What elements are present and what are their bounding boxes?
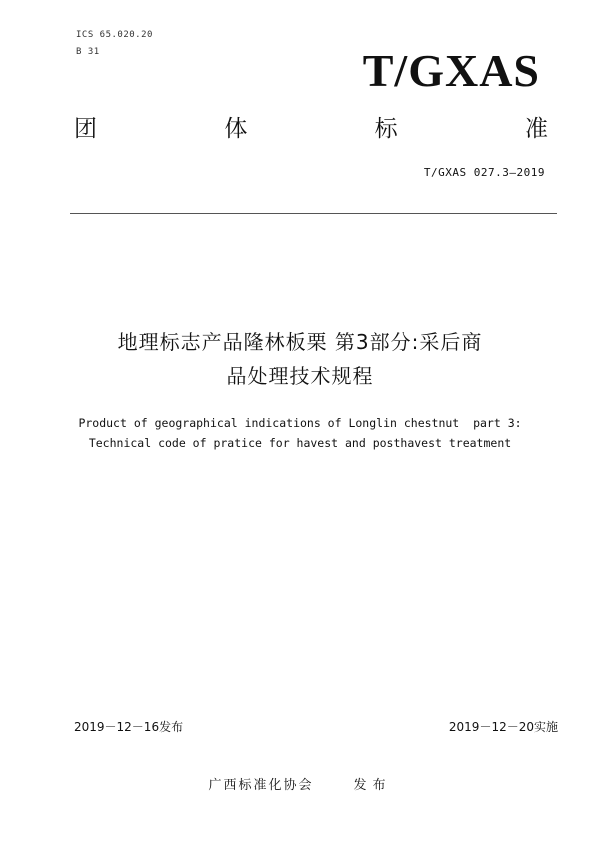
title-chinese [40,325,560,393]
issue-date: 2019－12－16发布 [74,720,184,734]
ccs-code: B 31 [76,47,100,57]
publisher-name: 广西标准化协会 [208,778,314,793]
standard-logo: T/GXAS [362,45,540,96]
standard-type-char: 体 [224,116,248,142]
standard-number: T/GXAS 027.3—2019 [423,166,545,179]
ics-code: ICS 65.020.20 [76,30,153,40]
title-english [20,413,580,453]
title-english-line: Product of geographical indications of Longlin chestnut part 3: [78,416,522,430]
standard-type-char: 团 [74,116,97,142]
publisher-line [0,774,600,793]
standard-type-char: 标 [374,116,398,142]
standard-type [74,118,548,141]
publish-verb: 发布 [353,778,392,793]
title-english-line: Technical code of pratice for havest and posthavest treatment [88,436,512,450]
title-chinese-line: 地理标志产品隆林板栗 第3部分:采后商 [117,330,483,354]
standard-type-char: 准 [524,116,548,142]
header-divider [70,213,557,214]
implement-date: 2019－12－20实施 [448,720,558,734]
title-chinese-line: 品处理技术规程 [226,364,374,388]
